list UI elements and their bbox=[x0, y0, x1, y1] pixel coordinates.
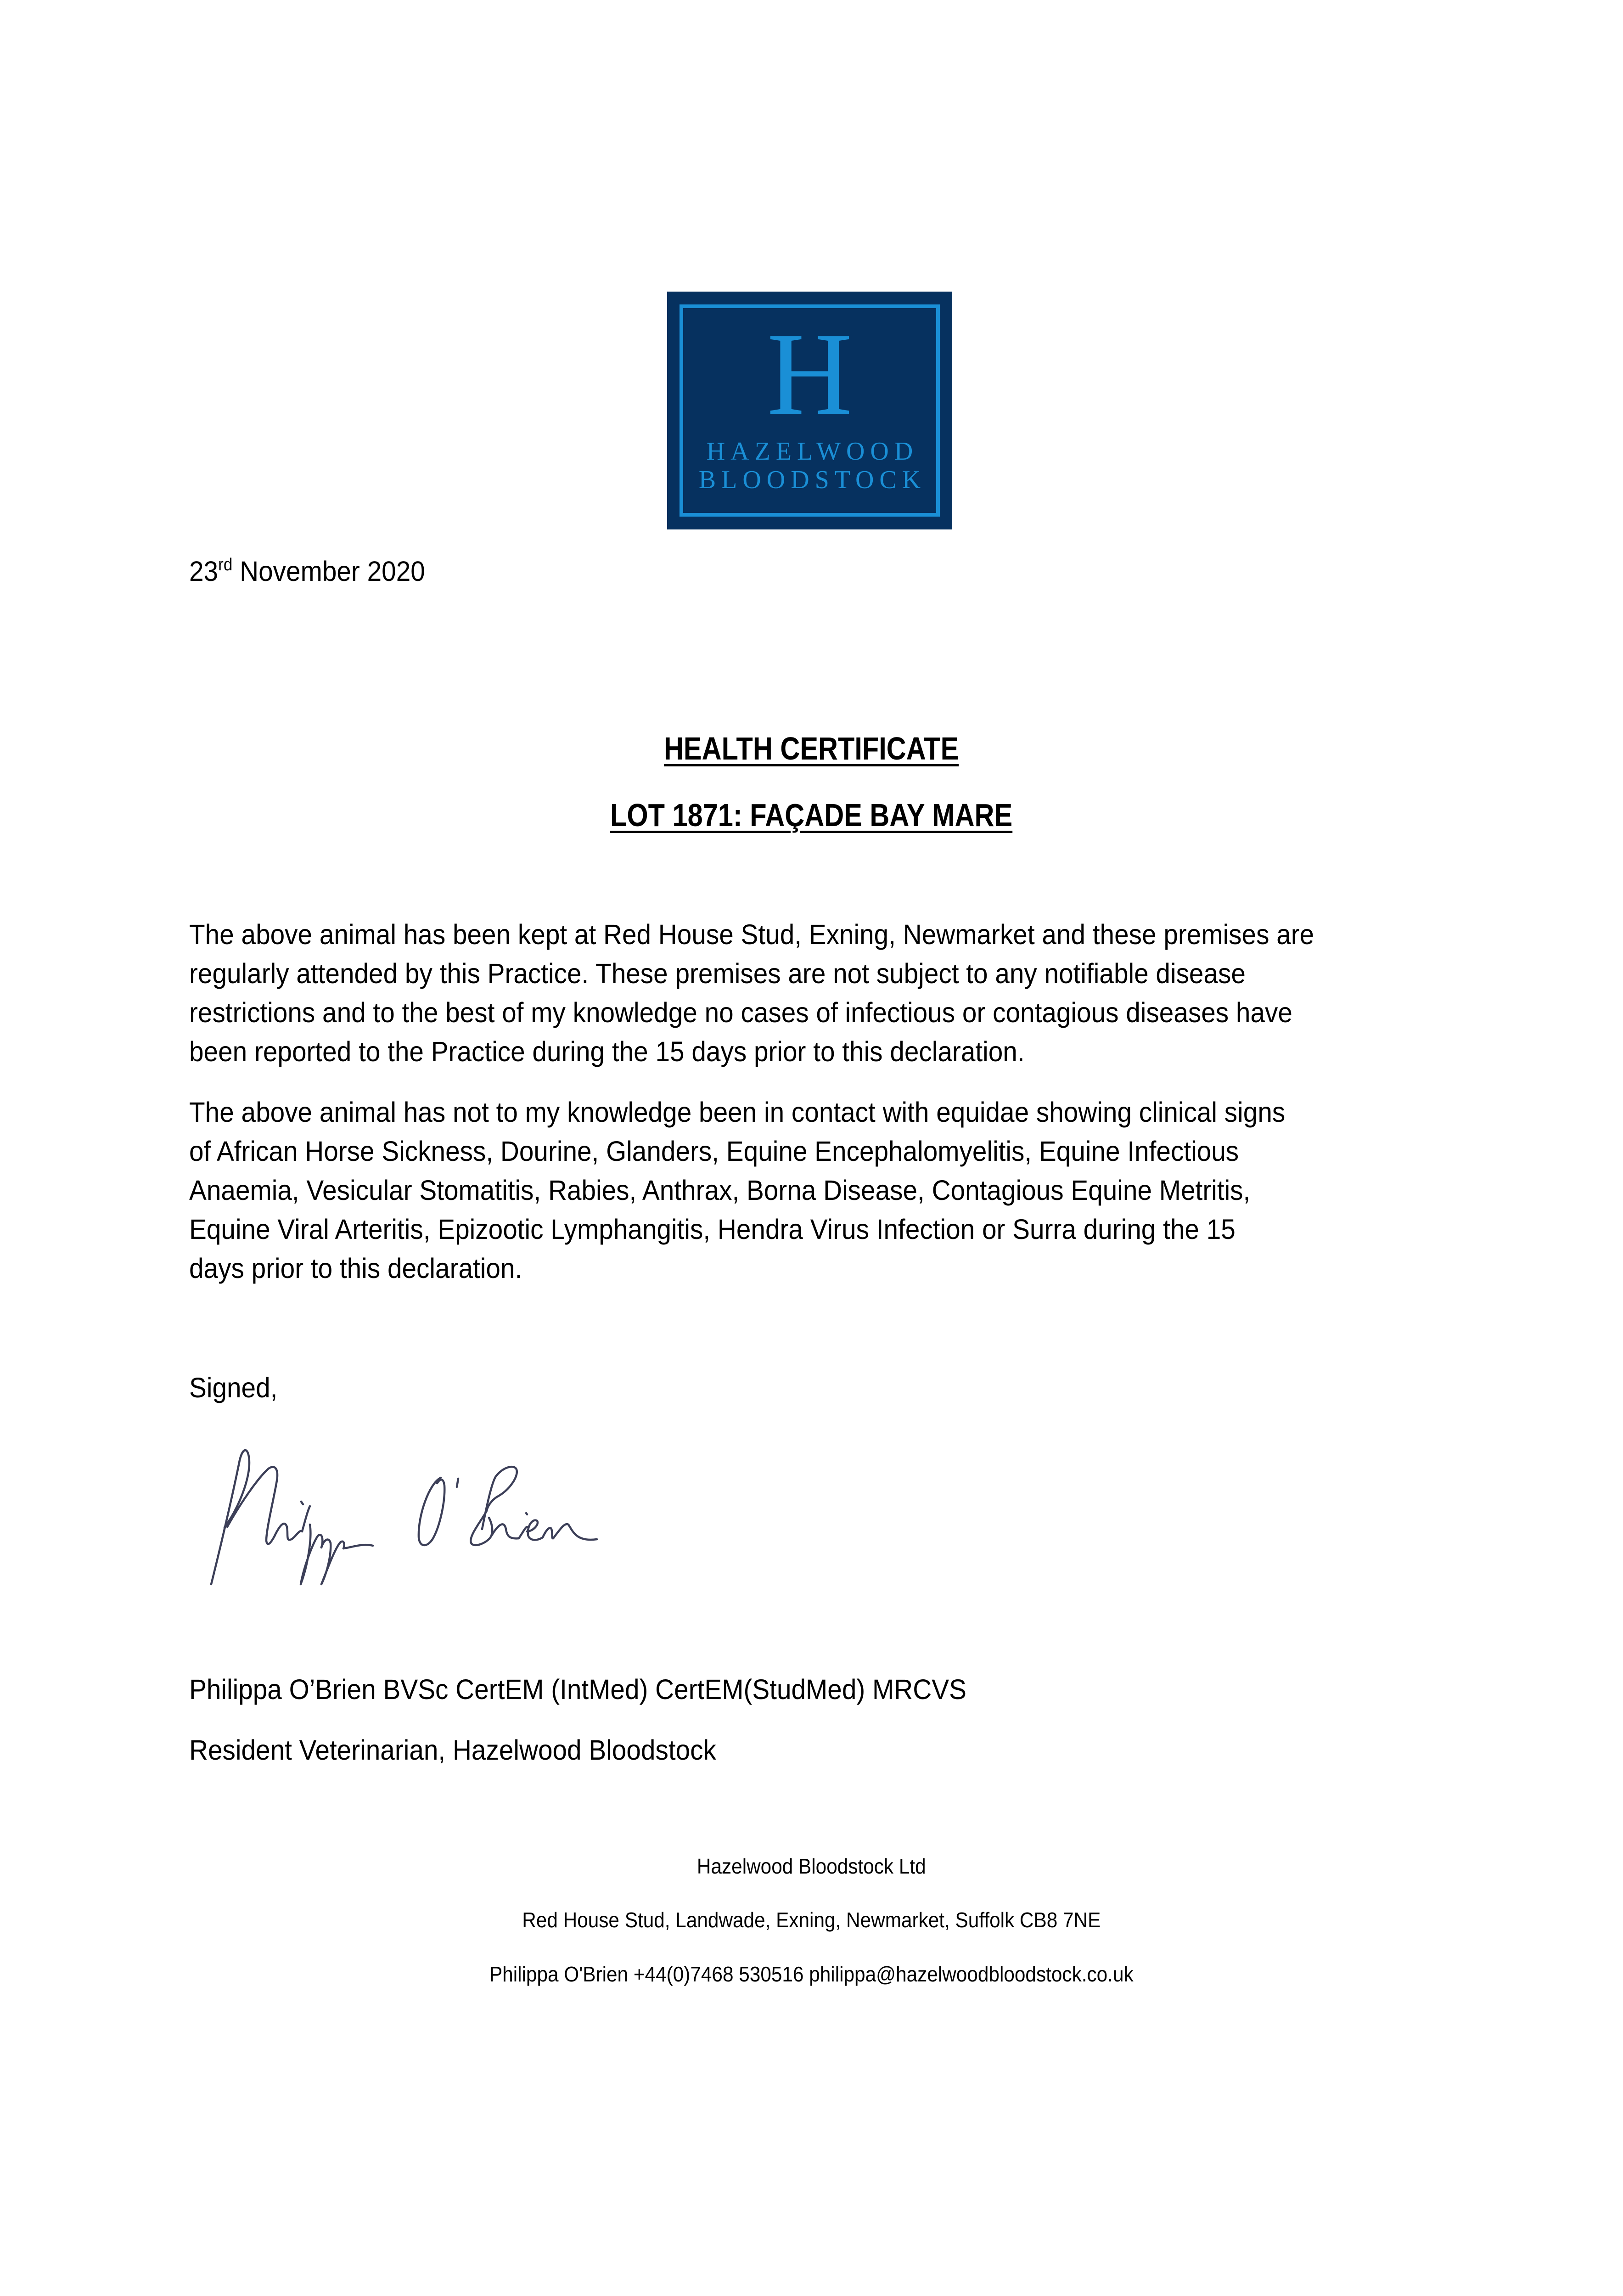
signature-stroke bbox=[343, 1545, 373, 1548]
paragraph-2-line: days prior to this declaration. bbox=[189, 1253, 522, 1284]
signature-stroke bbox=[301, 1502, 310, 1531]
signatory-name: Philippa O’Brien BVSc CertEM (IntMed) CertEM(StudMed) MRCVS bbox=[189, 1674, 966, 1705]
date-day: 23 bbox=[189, 556, 219, 587]
paragraph-1-line: restrictions and to the best of my knowledge no cases of infectious or contagious diseases have bbox=[189, 997, 1292, 1028]
paragraph-1-line: regularly attended by this Practice. These premises are not subject to any notifiable disease bbox=[189, 958, 1246, 989]
document-date bbox=[189, 557, 425, 585]
company-logo bbox=[667, 292, 952, 529]
signatory-role: Resident Veterinarian, Hazelwood Bloodstock bbox=[189, 1734, 716, 1766]
signature-stroke bbox=[457, 1479, 458, 1487]
paragraph-2-line: Equine Viral Arteritis, Epizootic Lymphangitis, Hendra Virus Infection or Surra during the 15 bbox=[189, 1214, 1236, 1245]
signature-stroke bbox=[491, 1524, 519, 1538]
signature-stroke bbox=[211, 1450, 249, 1584]
logo-monogram: H bbox=[767, 308, 853, 439]
paragraph-2-line: The above animal has not to my knowledge been in contact with equidae showing clinical signs bbox=[189, 1097, 1286, 1128]
signature-stroke bbox=[301, 1525, 322, 1584]
date-ordinal-suffix: rd bbox=[218, 555, 233, 575]
signoff-text: Signed, bbox=[189, 1372, 278, 1403]
signature-stroke bbox=[275, 1524, 302, 1540]
signature-stroke bbox=[419, 1478, 444, 1545]
logo-text-line1: HAZELWOOD bbox=[706, 437, 919, 466]
paragraph-2-line: of African Horse Sickness, Dourine, Glanders, Equine Encephalomyelitis, Equine Infectious bbox=[189, 1136, 1239, 1167]
signature-stroke bbox=[482, 1467, 517, 1529]
signature-stroke bbox=[519, 1513, 527, 1538]
document-title: HEALTH CERTIFICATE bbox=[663, 731, 959, 766]
footer-address: Red House Stud, Landwade, Exning, Newmarket, Suffolk CB8 7NE bbox=[522, 1908, 1101, 1932]
footer-company: Hazelwood Bloodstock Ltd bbox=[696, 1854, 926, 1878]
paragraph-1-line: The above animal has been kept at Red House Stud, Exning, Newmarket and these premises are bbox=[189, 919, 1314, 950]
date-month-year: November 2020 bbox=[232, 556, 425, 587]
paragraph-2-line: Anaemia, Vesicular Stomatitis, Rabies, Anthrax, Borna Disease, Contagious Equine Metritis, bbox=[189, 1175, 1251, 1206]
handwritten-signature bbox=[197, 1433, 707, 1603]
logo-text-line2: BLOODSTOCK bbox=[698, 466, 927, 494]
signature-stroke bbox=[321, 1540, 344, 1584]
paragraph-1-line: been reported to the Practice during the 15 days prior to this declaration. bbox=[189, 1036, 1025, 1067]
signature-stroke bbox=[543, 1524, 597, 1540]
signature-stroke bbox=[527, 1520, 543, 1540]
footer-contact: Philippa O'Brien +44(0)7468 530516 philippa@hazelwoodbloodstock.co.uk bbox=[489, 1962, 1134, 1986]
lot-subtitle: LOT 1871: FAÇADE BAY MARE bbox=[610, 797, 1013, 833]
signature-stroke bbox=[227, 1467, 277, 1544]
